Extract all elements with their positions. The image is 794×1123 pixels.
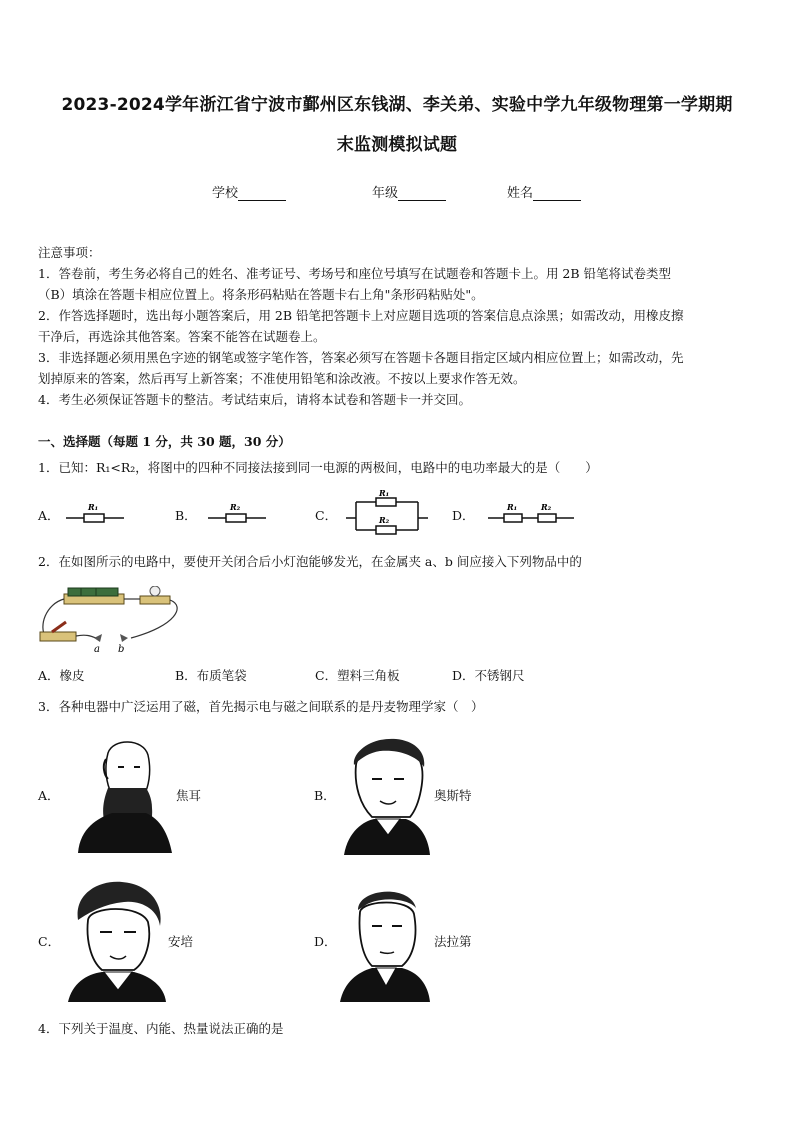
q1-option-b-circuit — [208, 498, 268, 526]
grade-blank[interactable] — [398, 186, 446, 201]
notes-line: 2．作答选择题时，选出每小题答案后，用 2B 铅笔把答题卡上对应题目选项的答案信息点涂黑；如需改动，用橡皮擦 — [38, 308, 684, 323]
q3-option-a-name: 焦耳 — [176, 788, 202, 803]
notes-line: 4．考生必须保证答题卡的整洁。考试结束后，请将本试卷和答题卡一并交回。 — [38, 392, 471, 407]
resistor-icon — [226, 514, 246, 522]
notes-line: 1．答卷前，考生务必将自己的姓名、准考证号、考场号和座位号填写在试题卷和答题卡上。用 2B 铅笔将试卷类型 — [38, 266, 672, 281]
q2-option-d[interactable]: D．不锈钢尺 — [452, 668, 525, 683]
battery-icon — [68, 588, 118, 596]
question-3-text: 3．各种电器中广泛运用了磁，首先揭示电与磁之间联系的是丹麦物理学家（ ） — [38, 699, 484, 714]
notes-block — [38, 242, 760, 410]
grade-field[interactable] — [372, 182, 446, 201]
notes-line: （B）填涂在答题卡相应位置上。将条形码粘贴在答题卡右上角"条形码粘贴处"。 — [38, 287, 484, 302]
resistor-icon — [376, 526, 396, 534]
question-2-text: 2．在如图所示的电路中，要使开关闭合后小灯泡能够发光，在金属夹 a、b 间应接入下列物品中的 — [38, 554, 582, 569]
clip-a-icon — [94, 634, 102, 642]
q2-option-c[interactable]: C．塑料三角板 — [315, 668, 400, 683]
page-title-line1: 2023-2024学年浙江省宁波市鄞州区东钱湖、李关弟、实验中学九年级物理第一学期期 — [61, 95, 733, 115]
notes-line: 3．非选择题必须用黑色字迹的钢笔或签字笔作答，答案必须写在答题卡各题目指定区域内相应位置上；如需改动，先 — [38, 350, 684, 365]
notes-line: 划掉原来的答案，然后再写上新答案；不准使用铅笔和涂改液。不按以上要求作答无效。 — [38, 371, 526, 386]
page-title-line2: 末监测模拟试题 — [336, 135, 458, 155]
switch-icon — [40, 632, 76, 641]
q3-option-d-letter[interactable]: D． — [314, 934, 337, 949]
notes-heading: 注意事项： — [38, 245, 101, 260]
joule-portrait-image — [68, 733, 174, 853]
name-blank[interactable] — [533, 186, 581, 201]
section-heading: 一、选择题（每题 1 分，共 30 题，30 分） — [38, 434, 291, 449]
notes-line: 干净后，再选涂其他答案。答案不能答在试题卷上。 — [38, 329, 326, 344]
school-field[interactable] — [212, 182, 286, 201]
q1-option-d-circuit — [488, 498, 578, 526]
q3-option-d-name: 法拉第 — [434, 934, 472, 949]
name-label: 姓名 — [507, 186, 534, 201]
clip-b-label: b — [118, 644, 125, 655]
q1-option-c-circuit — [346, 488, 430, 538]
bulb-icon — [150, 586, 160, 596]
q1-option-a-circuit — [66, 498, 126, 526]
q3-option-b-name: 奥斯特 — [434, 788, 472, 803]
q1-option-a-label[interactable]: A． — [38, 508, 60, 523]
q1-option-c-label[interactable]: C． — [315, 508, 338, 523]
r2-label: R₂ — [379, 515, 390, 525]
q2-option-b[interactable]: B．布质笔袋 — [175, 668, 247, 683]
q2-circuit-photo — [36, 586, 196, 656]
name-field[interactable] — [507, 182, 581, 201]
clip-b-icon — [120, 634, 128, 642]
question-1-text: 1．已知：R₁<R₂，将图中的四种不同接法接到同一电源的两极间，电路中的电功率最大的是（ ） — [38, 460, 598, 475]
q2-option-a[interactable]: A．橡皮 — [38, 668, 85, 683]
school-label: 学校 — [212, 186, 239, 201]
r1-label: R₁ — [507, 502, 518, 512]
q3-option-b-letter[interactable]: B． — [314, 788, 336, 803]
resistor-icon — [84, 514, 104, 522]
resistor-icon — [376, 498, 396, 506]
r1-label: R₁ — [88, 502, 99, 512]
resistor-icon — [504, 514, 522, 522]
r2-label: R₂ — [541, 502, 552, 512]
bulb-base-icon — [140, 596, 170, 604]
q1-option-b-label[interactable]: B． — [175, 508, 197, 523]
oersted-portrait-image — [340, 735, 432, 855]
school-blank[interactable] — [238, 186, 286, 201]
q3-option-c-name: 安培 — [168, 934, 194, 949]
question-4-text: 4．下列关于温度、内能、热量说法正确的是 — [38, 1021, 284, 1036]
q3-option-a-letter[interactable]: A． — [38, 788, 60, 803]
faraday-portrait-image — [338, 882, 432, 1002]
q1-option-d-label[interactable]: D． — [452, 508, 475, 523]
clip-a-label: a — [94, 644, 100, 655]
r1-label: R₁ — [379, 488, 390, 498]
resistor-icon — [538, 514, 556, 522]
grade-label: 年级 — [372, 186, 399, 201]
q3-option-c-letter[interactable]: C． — [38, 934, 61, 949]
ampere-portrait-image — [68, 880, 168, 1002]
r2-label: R₂ — [230, 502, 241, 512]
